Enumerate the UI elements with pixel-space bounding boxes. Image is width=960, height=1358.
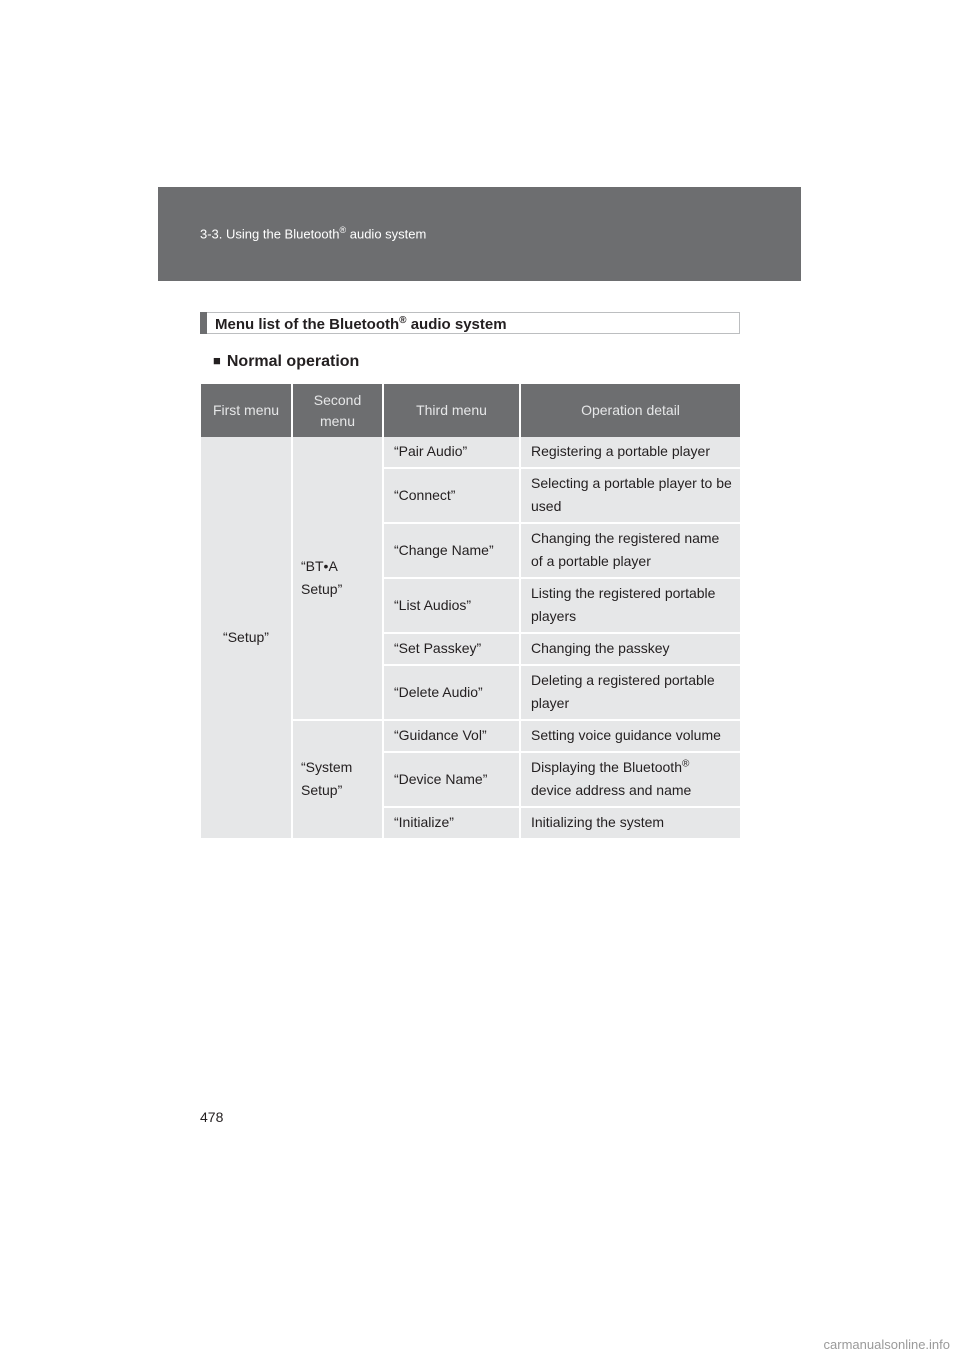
watermark: carmanualsonline.info [823, 1337, 950, 1352]
section-header-band [158, 187, 801, 281]
subheading-text: Normal operation [226, 353, 360, 370]
third-menu-cell: “Set Passkey” [383, 633, 520, 665]
section-title: Menu list of the Bluetooth® audio system [215, 315, 507, 333]
second-menu-cell: “BT•A Setup” [292, 437, 383, 720]
first-menu-cell: “Setup” [201, 437, 292, 839]
third-menu-cell: “Change Name” [383, 523, 520, 578]
third-menu-cell: “Pair Audio” [383, 437, 520, 468]
operation-detail-cell: Displaying the Bluetooth® device address and name [520, 752, 740, 807]
operation-detail-cell: Listing the registered portable players [520, 578, 740, 633]
third-menu-cell: “Connect” [383, 468, 520, 523]
operation-detail-cell: Setting voice guidance volume [520, 720, 740, 752]
section-title-bar [200, 312, 207, 334]
third-menu-cell: “List Audios” [383, 578, 520, 633]
menu-table [201, 384, 740, 840]
second-menu-cell: “System Setup” [292, 720, 383, 839]
table-header-row [201, 384, 740, 437]
operation-detail-cell: Selecting a portable player to be used [520, 468, 740, 523]
subheading [213, 353, 359, 371]
page-number: 478 [200, 1109, 224, 1125]
column-header-third-menu: Third menu [383, 384, 520, 437]
operation-detail-cell: Changing the passkey [520, 633, 740, 665]
operation-detail-cell: Deleting a registered portable player [520, 665, 740, 720]
third-menu-cell: “Delete Audio” [383, 665, 520, 720]
square-bullet-icon: ■ [213, 353, 221, 368]
table-row [201, 437, 740, 468]
column-header-operation-detail: Operation detail [520, 384, 740, 437]
operation-detail-cell: Registering a portable player [520, 437, 740, 468]
operation-detail-cell: Changing the registered name of a portable player [520, 523, 740, 578]
third-menu-cell: “Initialize” [383, 807, 520, 839]
section-header-text: 3-3. Using the Bluetooth® audio system [200, 225, 427, 242]
third-menu-cell: “Guidance Vol” [383, 720, 520, 752]
third-menu-cell: “Device Name” [383, 752, 520, 807]
section-title-box [200, 312, 740, 334]
column-header-first-menu: First menu [201, 384, 292, 437]
column-header-second-menu: Second menu [292, 384, 383, 437]
operation-detail-cell: Initializing the system [520, 807, 740, 839]
